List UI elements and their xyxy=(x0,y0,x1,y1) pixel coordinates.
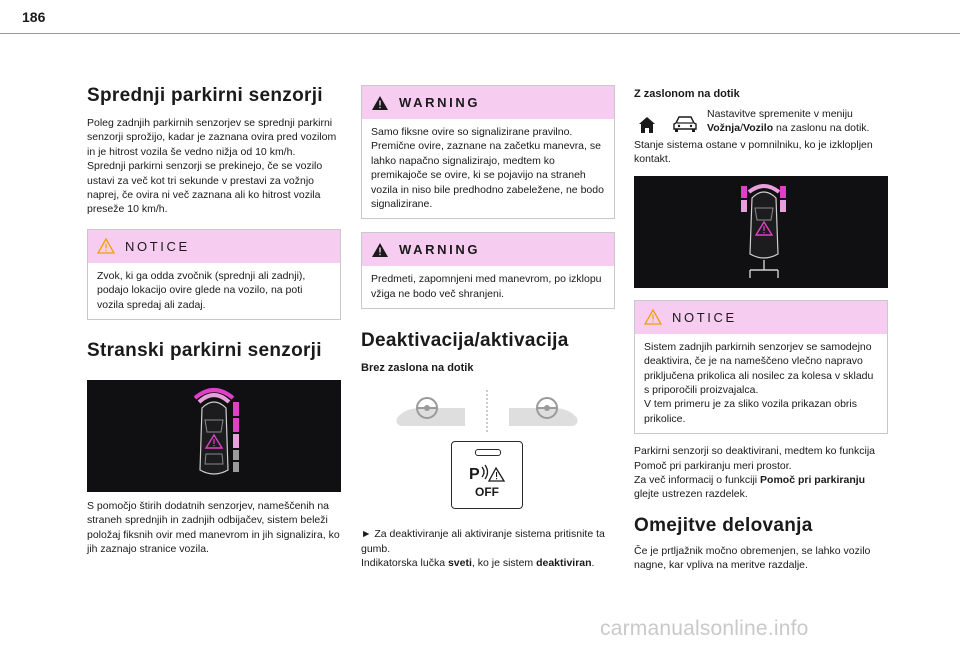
section-title-limitations: Omejitve delovanja xyxy=(634,514,813,536)
notice-label: NOTICE xyxy=(125,238,190,254)
warning-triangle-icon xyxy=(371,95,389,111)
warning-body-2 xyxy=(362,266,614,308)
notice-body-2 xyxy=(635,334,887,433)
column-2 xyxy=(361,82,615,570)
warning-box-1 xyxy=(361,85,615,219)
home-icon xyxy=(638,116,656,134)
watermark: carmanualsonline.info xyxy=(600,617,809,640)
section-title-side-sensors: Stranski parkirni senzorji xyxy=(87,340,322,362)
off-label: OFF xyxy=(475,485,499,500)
warning-box-2 xyxy=(361,232,615,309)
warning-body-1 xyxy=(362,119,614,218)
side-sensors-illustration xyxy=(87,380,341,492)
car-side-sensors-icon xyxy=(87,380,341,492)
notice-text-2: Sistem zadnjih parkirnih senzorjev se samodejno deaktivira, če je na nameščeno vlečno napravo priključena prikolica ali nosilec za kolesa v skladu s priporočili proizvajalca. V tem primeru je za sliko vozila prikazan obris prikolice. xyxy=(644,340,874,425)
section-title-deactivation: Deaktivacija/aktivacija xyxy=(361,330,569,352)
header-rule xyxy=(0,33,960,34)
notice-header-2 xyxy=(635,301,887,334)
warning-text-1: Samo fiksne ovire so signalizirane pravilno. Premične ovire, zaznane na začetku manevra, se lahko napačno signalizirajo, medtem ko premikajoče se ovire, ki se pojavijo na straneh vozila in niso bile predhodno zabeležene, ne bodo signalizirane. xyxy=(371,126,604,211)
touchscreen-intro xyxy=(634,108,888,138)
front-sensors-text: Poleg zadnjih parkirnih senzorjev se sprednji parkirni senzorji sprožijo, kadar je zaznana ovira pred vozilom in je hitrost vozila še vedno nižja od 10 km/h. Sprednji parkirni senzorji se prekinejo, če se vozilo ustavi za več kot tri sekunde v prestavi za vožnjo naprej, če ovira ni več zaznana ali ko hitrost vozila preseže 10 km/h. xyxy=(87,117,337,216)
warning-triangle-icon xyxy=(371,242,389,258)
trailer-illustration xyxy=(634,176,888,288)
warning-header-1 xyxy=(362,86,614,119)
park-sensor-off-button[interactable] xyxy=(451,441,523,509)
warning-label-2: WARNING xyxy=(399,242,481,258)
warning-header-2 xyxy=(362,233,614,266)
notice-body xyxy=(88,263,340,319)
subtitle-no-touchscreen: Brez zaslona na dotik xyxy=(361,362,474,375)
svg-text:P: P xyxy=(469,466,480,484)
page-number: 186 xyxy=(22,9,46,25)
notice-triangle-icon xyxy=(644,309,662,325)
column-1 xyxy=(87,82,341,557)
notice-triangle-icon xyxy=(97,238,115,254)
park-sensor-icon xyxy=(467,462,507,484)
car-front-icon xyxy=(672,115,698,133)
notice-text: Zvok, ki ga odda zvočnik (sprednji ali zadnji), podajo lokacijo ovire glede na vozilo, na poti vozila spredaj ali zadaj. xyxy=(97,269,306,311)
section-title-front-sensors: Sprednji parkirni senzorji xyxy=(87,85,323,106)
arrow-marker: ► xyxy=(361,528,372,541)
deactivation-text: ► Za deaktiviranje ali aktiviranje sistema pritisnite ta gumb. Indikatorska lučka sveti, ko je sistem deaktiviran. xyxy=(361,528,605,570)
column-3 xyxy=(634,82,888,573)
car-rear-sensors-icon xyxy=(634,176,888,288)
menu-instruction: Nastavitve spremenite v meniju Vožnja/Vozilo na zaslonu na dotik. xyxy=(707,108,870,135)
limitations-text: Če je prtljažnik močno obremenjen, se lahko vozilo nagne, kar vpliva na meritve razdalje. xyxy=(634,544,871,572)
warning-label-1: WARNING xyxy=(399,95,481,110)
memory-note: Stanje sistema ostane v pomnilniku, ko je izklopljen kontakt. xyxy=(634,139,873,166)
dashboard-illustration xyxy=(361,386,615,520)
indicator-lamp xyxy=(475,449,501,456)
park-assist-note: Parkirni senzorji so deaktivirani, medtem ko funkcija Pomoč pri parkiranju meri prostor. Za več informacij o funkciji Pomoč pri parkiranju glejte ustrezen razdelek. xyxy=(634,445,876,501)
notice-label-2: NOTICE xyxy=(672,309,737,325)
notice-box-2 xyxy=(634,300,888,434)
subtitle-touchscreen: Z zaslonom na dotik xyxy=(634,88,740,100)
notice-box xyxy=(87,229,341,320)
side-sensors-text: S pomočjo štirih dodatnih senzorjev, nameščenih na straneh sprednjih in zadnjih odbijačev, sistem beleži položaj fiksnih ovir med manevrom in jih signalizira, ko jih zaznajo stranice vozila. xyxy=(87,500,340,556)
warning-text-2: Predmeti, zapomnjeni med manevrom, po izklopu vžiga ne bodo več shranjeni. xyxy=(371,273,602,300)
dashboard-steering-icon xyxy=(361,386,615,436)
notice-header xyxy=(88,230,340,263)
